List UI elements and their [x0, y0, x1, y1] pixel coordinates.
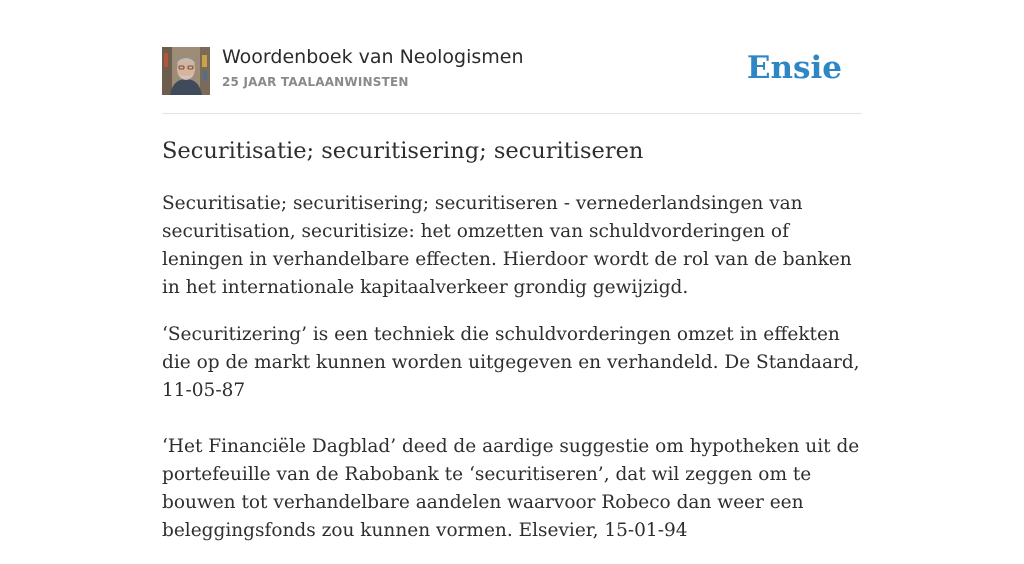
definition-paragraph: Securitisatie; securitisering; securitiseren - vernederlandsingen van securitisation, securitisize: het omzetten van schuldvorderingen of leningen in verhandelbare effecten. Hierdoor wordt de rol van de banken in het internationale kapitaalverkeer grondig gewijzigd.	[162, 193, 852, 298]
avatar[interactable]	[162, 47, 210, 95]
citation-paragraph: ‘Securitizering’ is een techniek die schuldvorderingen omzet in effekten die op de markt kunnen worden uitgegeven en verhandeld. De Standaard, 11-05-87	[162, 324, 860, 401]
site-title[interactable]: Woordenboek van Neologismen	[222, 46, 524, 68]
site-subtitle: 25 JAAR TAALAANWINSTEN	[222, 75, 409, 89]
article-body	[162, 190, 862, 564]
header-divider	[162, 113, 862, 114]
page-title: Securitisatie; securitisering; securitiseren	[162, 138, 644, 164]
citation-paragraph: ‘Het Financiële Dagblad’ deed de aardige suggestie om hypotheken uit de portefeuille van de Rabobank te ‘securitiseren’, dat wil zeggen om te bouwen tot verhandelbare aandelen waarvoor Robeco dan weer een beleggingsfonds zou kunnen vormen. Elsevier, 15-01-94	[162, 436, 860, 541]
ensie-logo[interactable]: Ensie	[746, 50, 842, 86]
site-header	[162, 46, 862, 96]
